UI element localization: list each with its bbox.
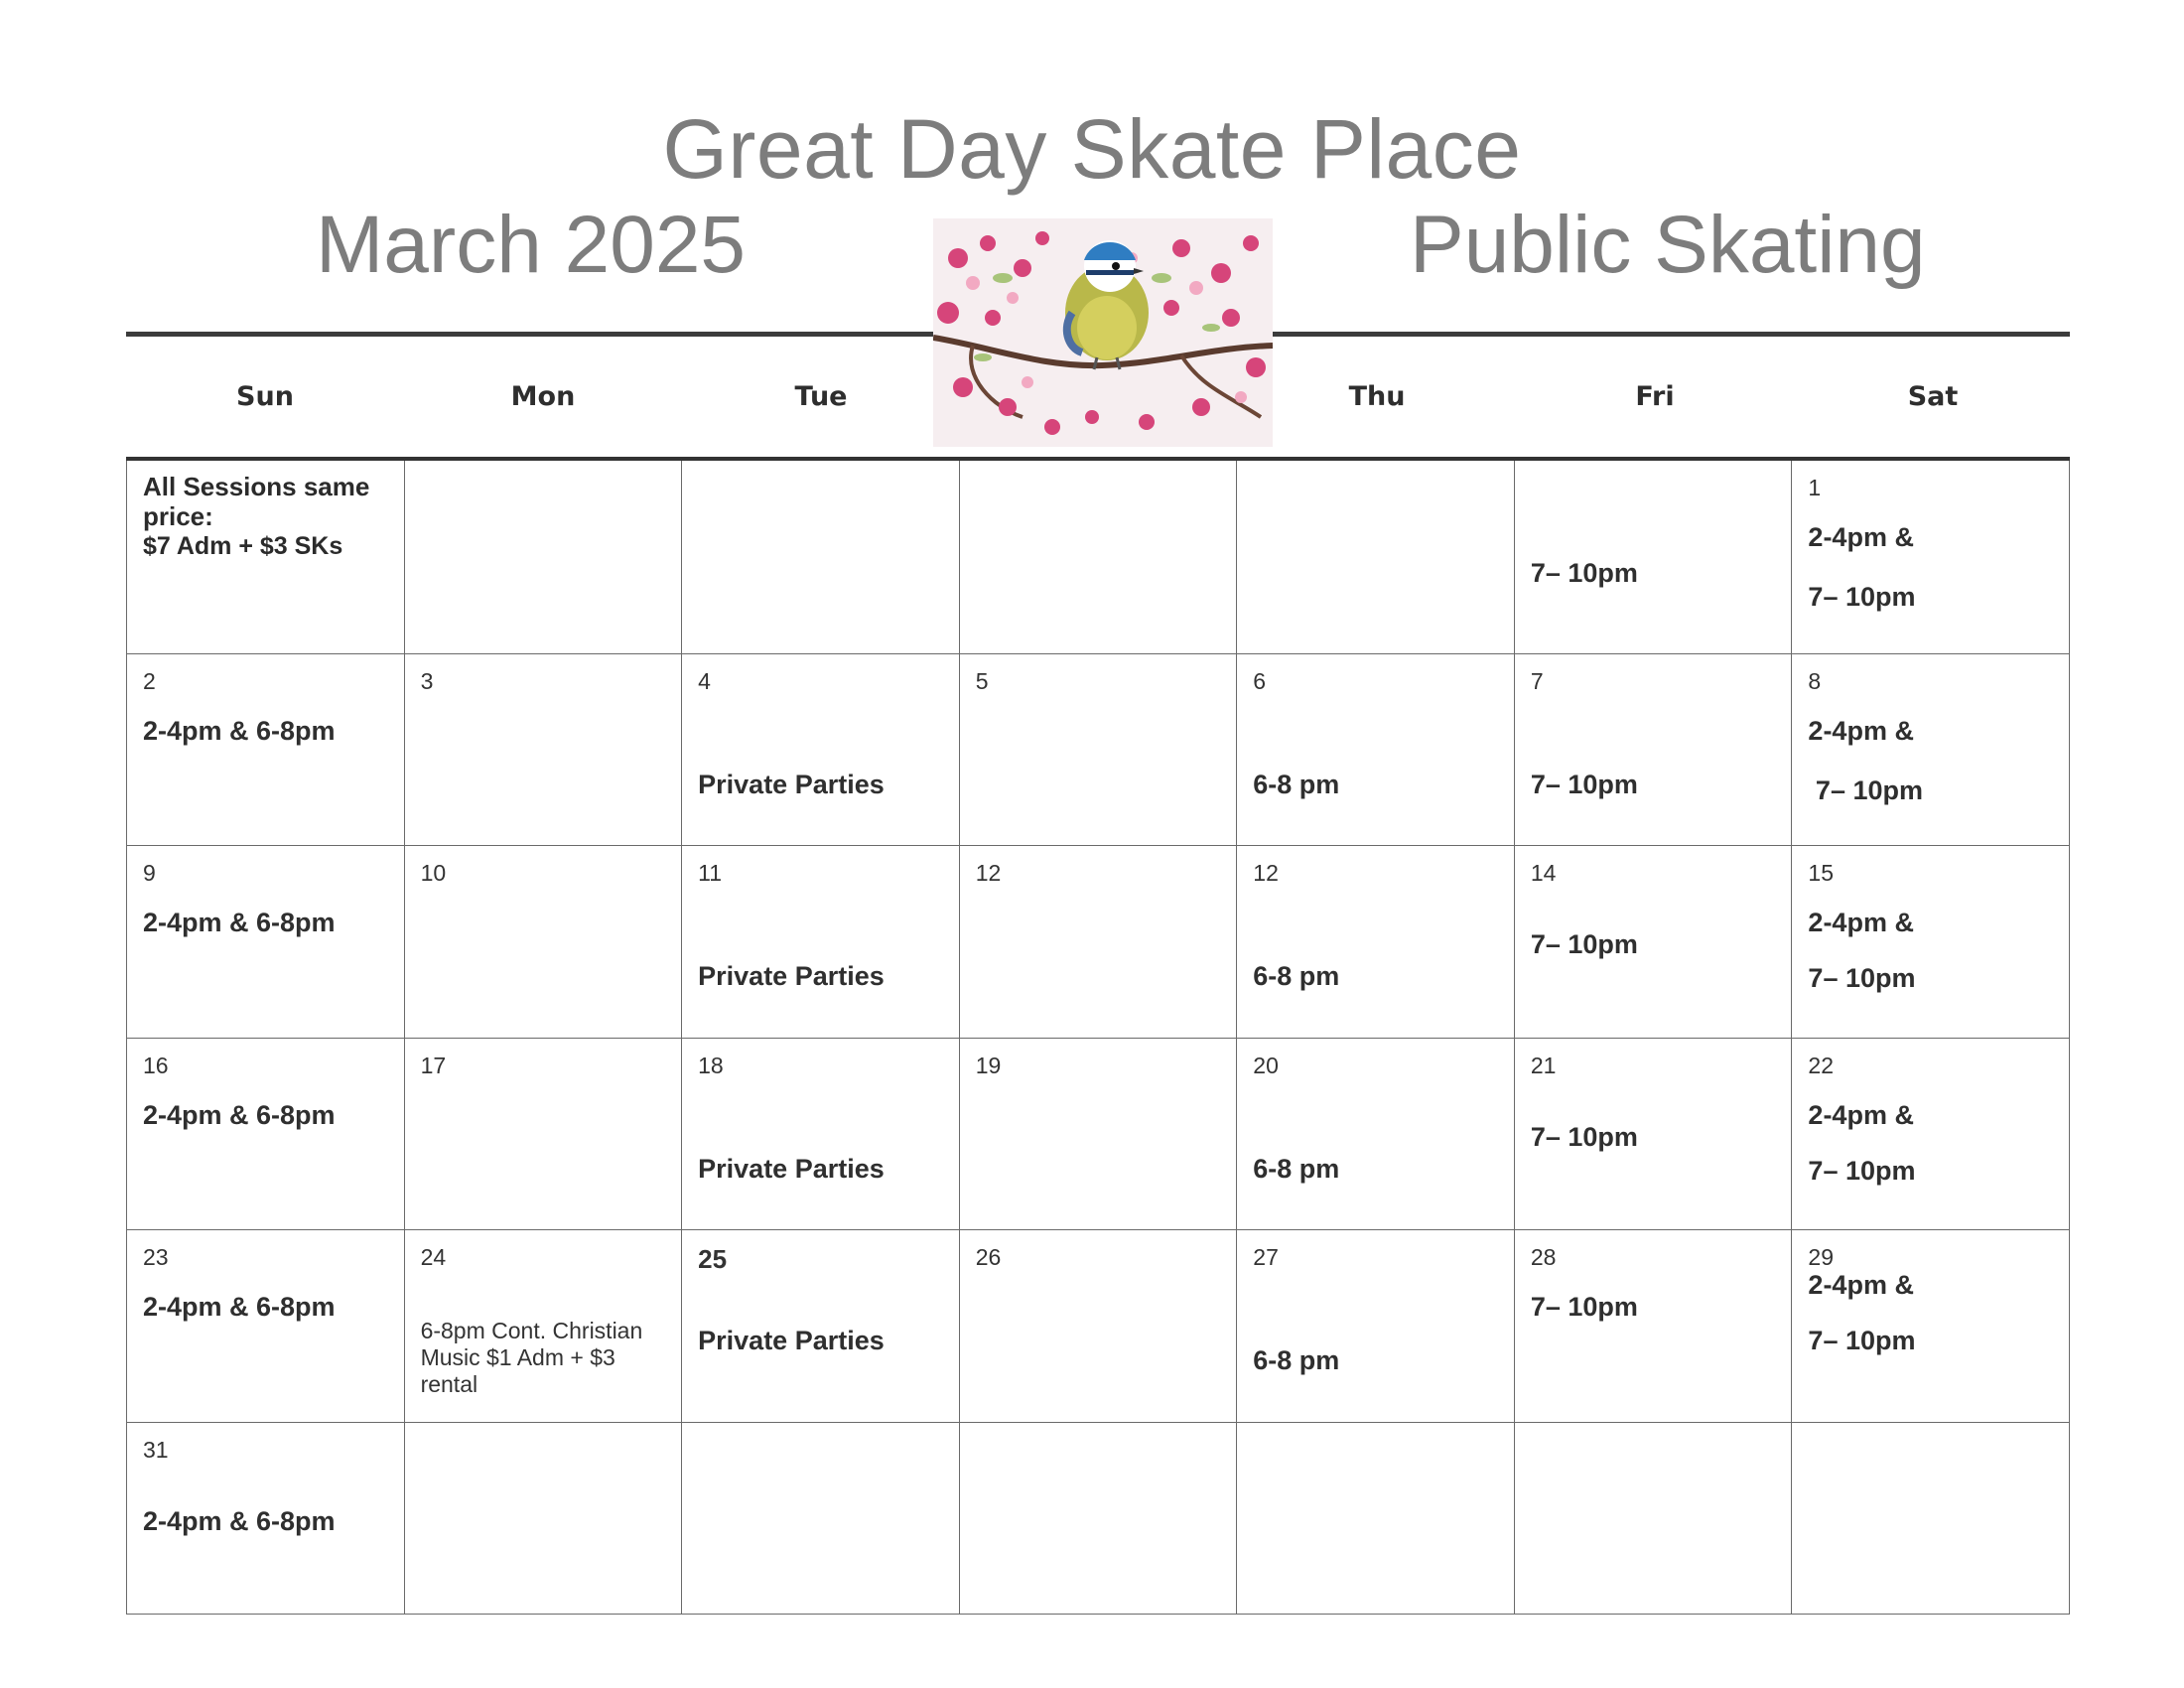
session-time: 2-4pm & — [1808, 908, 1914, 937]
special-event-note: 6-8pm Cont. Christian Music $1 Adm + $3 rental — [420, 1318, 643, 1398]
day-number: 28 — [1530, 1244, 1557, 1270]
cell-day — [1515, 461, 1793, 653]
session-time: 2-4pm & — [1808, 715, 1914, 746]
cell-day — [405, 1038, 683, 1230]
day-number: 26 — [975, 1244, 1002, 1270]
day-number: 14 — [1530, 860, 1557, 886]
cell-day — [127, 1038, 405, 1230]
session-time: 2-4pm & 6-8pm — [143, 1099, 336, 1130]
cell-day — [1792, 1229, 2070, 1422]
cell-day — [1792, 461, 2070, 653]
day-number: 8 — [1808, 667, 1822, 694]
day-number: 6 — [1253, 667, 1267, 694]
session-time: 2-4pm & 6-8pm — [143, 1292, 336, 1322]
day-number: 4 — [698, 667, 711, 694]
cell-day — [1237, 653, 1515, 846]
cell-day — [960, 1229, 1238, 1422]
private-parties: Private Parties — [698, 1326, 885, 1355]
cell-day — [960, 1038, 1238, 1230]
pricing-note-line2: price: — [143, 500, 213, 531]
day-number: 2 — [143, 667, 156, 694]
day-number: 11 — [698, 860, 723, 886]
cell-day — [127, 845, 405, 1038]
cell-day — [405, 845, 683, 1038]
day-number: 3 — [420, 667, 434, 694]
bird-on-blossom-icon — [933, 218, 1273, 447]
day-number: 20 — [1253, 1052, 1279, 1078]
cell-day — [1792, 653, 2070, 846]
session-time: 2-4pm & — [1808, 522, 1914, 552]
session-time: 6-8 pm — [1253, 961, 1340, 991]
cell-day — [405, 1229, 683, 1422]
calendar-title: Great Day Skate Place — [662, 102, 1522, 196]
session-time: 6-8 pm — [1253, 1345, 1340, 1375]
day-number: 27 — [1253, 1244, 1279, 1270]
day-number: 12 — [975, 860, 1002, 886]
day-number: 17 — [420, 1052, 447, 1078]
cell-pricing-note — [127, 461, 405, 653]
cell-day — [1515, 1038, 1793, 1230]
day-number: 21 — [1530, 1052, 1557, 1078]
cell-day — [1237, 845, 1515, 1038]
cell-empty — [405, 461, 683, 653]
cell-day — [127, 1229, 405, 1422]
day-number: 22 — [1808, 1052, 1835, 1078]
session-time: 7– 10pm — [1530, 1292, 1638, 1322]
cell-empty — [960, 461, 1238, 653]
session-time: 2-4pm & 6-8pm — [143, 1505, 336, 1536]
weekday-thu: Thu — [1348, 381, 1406, 412]
weekday-tue: Tue — [794, 381, 848, 412]
session-time: 7– 10pm — [1808, 963, 1916, 993]
day-number: 10 — [420, 860, 447, 886]
session-time: 7– 10pm — [1530, 1121, 1638, 1152]
cell-day — [127, 653, 405, 846]
session-time: 6-8 pm — [1253, 769, 1340, 799]
session-time: 7– 10pm — [1808, 1155, 1916, 1186]
day-number: 23 — [143, 1244, 169, 1270]
cell-day — [682, 845, 960, 1038]
day-number: 31 — [143, 1436, 169, 1463]
cell-empty — [1237, 461, 1515, 653]
day-number: 9 — [143, 860, 156, 886]
session-time: 2-4pm & 6-8pm — [143, 715, 336, 746]
session-time: 2-4pm & — [1808, 1099, 1914, 1130]
cell-day — [1792, 1038, 2070, 1230]
cell-empty — [405, 1422, 683, 1615]
cell-day — [127, 1422, 405, 1615]
cell-day — [1515, 1229, 1793, 1422]
weekday-sun: Sun — [236, 381, 294, 412]
bird-photo — [933, 218, 1273, 447]
private-parties: Private Parties — [698, 769, 885, 799]
weekday-sat: Sat — [1907, 381, 1959, 412]
cell-day — [682, 1038, 960, 1230]
session-time: 7– 10pm — [1808, 774, 1923, 805]
cell-day — [1237, 1038, 1515, 1230]
session-time: 2-4pm & 6-8pm — [143, 908, 336, 937]
session-time: 7– 10pm — [1808, 1326, 1916, 1355]
session-time: 7– 10pm — [1530, 929, 1638, 959]
pricing-note-line1: All Sessions same — [143, 472, 370, 501]
cell-empty — [1237, 1422, 1515, 1615]
pricing-note-line3: $7 Adm + $3 SKs — [143, 531, 343, 560]
calendar-month: March 2025 — [316, 200, 747, 290]
cell-empty — [682, 1422, 960, 1615]
cell-day — [1515, 845, 1793, 1038]
weekday-mon: Mon — [510, 381, 576, 412]
day-number: 5 — [975, 667, 989, 694]
cell-empty — [1515, 1422, 1793, 1615]
day-number: 18 — [698, 1052, 724, 1078]
day-number: 19 — [975, 1052, 1002, 1078]
private-parties: Private Parties — [698, 961, 885, 991]
pricing-note — [143, 473, 369, 561]
session-time: 7– 10pm — [1808, 582, 1916, 612]
cell-day — [960, 845, 1238, 1038]
day-number: 1 — [1808, 475, 1822, 500]
day-number: 16 — [143, 1052, 169, 1078]
day-number: 24 — [420, 1244, 447, 1270]
day-number: 29 — [1808, 1244, 1835, 1270]
private-parties: Private Parties — [698, 1153, 885, 1184]
calendar-subtitle: Public Skating — [1410, 200, 1926, 290]
cell-day — [1792, 845, 2070, 1038]
cell-day — [960, 653, 1238, 846]
session-time: 7– 10pm — [1530, 769, 1638, 799]
day-number: 12 — [1253, 860, 1279, 886]
session-time: 6-8 pm — [1253, 1153, 1340, 1184]
cell-day — [682, 1229, 960, 1422]
cell-day — [1237, 1229, 1515, 1422]
day-number: 15 — [1808, 860, 1835, 886]
session-time: 7– 10pm — [1530, 558, 1638, 588]
cell-day — [1515, 653, 1793, 846]
day-number: 25 — [698, 1244, 728, 1274]
calendar-grid — [126, 461, 2070, 1615]
day-number: 7 — [1530, 667, 1544, 694]
cell-day — [682, 653, 960, 846]
cell-empty — [682, 461, 960, 653]
cell-empty — [960, 1422, 1238, 1615]
cell-day — [405, 653, 683, 846]
session-time: 2-4pm & — [1808, 1270, 1914, 1300]
weekday-fri: Fri — [1635, 381, 1675, 412]
cell-empty — [1792, 1422, 2070, 1615]
